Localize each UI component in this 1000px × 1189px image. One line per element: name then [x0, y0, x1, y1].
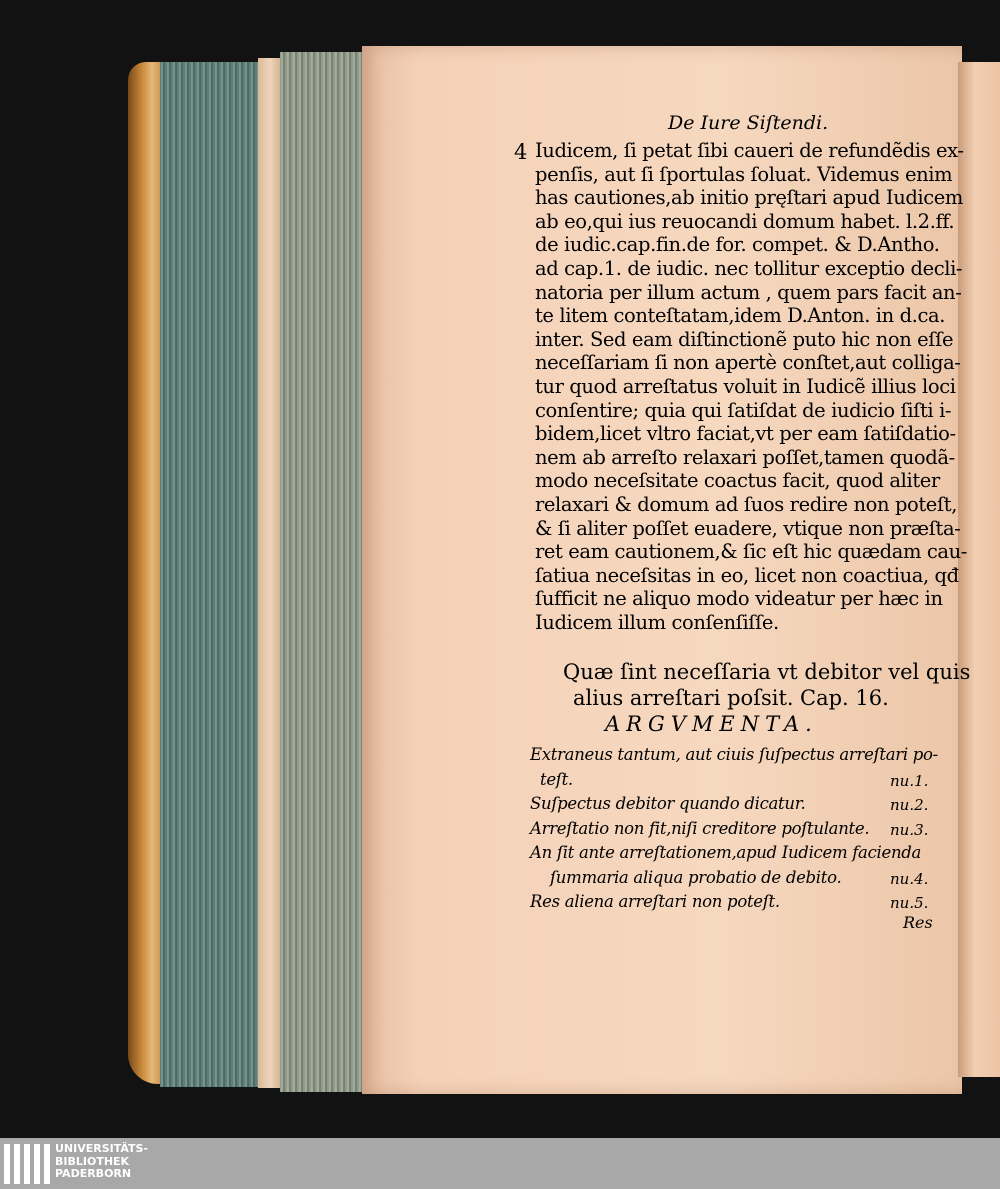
argument-text: Res aliena arreſtari non poteſt. [530, 892, 780, 911]
text-line: relaxari & domum ad ſuos redire non poteſt, [535, 493, 957, 516]
text-line: & ſi aliter poſſet euadere, vtique non præſta- [535, 516, 961, 540]
item-number: 4 [514, 140, 528, 164]
argumenta-title: ARGVMENTA. [605, 712, 818, 736]
text-line: ſatiua neceſsitas in eo, licet non coactiua, qđ [535, 563, 959, 587]
argument-text: An ſit ante arreſtationem,apud Iudicem facienda [530, 843, 922, 862]
text-line: ab eo,qui ius reuocandi domum habet. l.2.ff. [535, 209, 955, 233]
chapter-label: Cap. 16. [800, 686, 889, 710]
facing-page-edge [958, 62, 1000, 1077]
chapter-heading: alius arreſtari poſsit. [573, 686, 794, 710]
argument-text: Suſpectus debitor quando dicatur. [530, 794, 806, 813]
text-line: penſis, aut ſi ſportulas ſoluat. Videmus enim [535, 162, 953, 186]
text-line: Iudicem, ſi petat ſibi caueri de refundẽdis ex- [535, 139, 964, 162]
text-line: ret eam cautionem,& ſic eſt hic quædam cau- [535, 540, 967, 564]
page-block-edge [160, 62, 260, 1087]
text-line: tur quod arreſtatus voluit in Iudicẽ illius loci [535, 375, 956, 398]
text-line: inter. Sed eam diſtinctionẽ puto hic non eſſe [535, 327, 954, 351]
text-line: ſufficit ne aliquo modo videatur per hæc in [535, 587, 943, 611]
text-line: has cautiones,ab initio pręſtari apud Iudicem [535, 186, 964, 210]
argument-text: Arreſtatio non fit,niſi creditore poſtulante. [530, 818, 870, 838]
library-logo-icon [4, 1144, 50, 1184]
argument-text: Extraneus tantum, aut ciuis ſuſpectus arreſtari po- [530, 745, 938, 764]
text-line: te litem conteſtatam,idem D.Anton. in d.ca. [535, 304, 946, 328]
argument-text: teſt. [540, 769, 573, 789]
text-line: bidem,licet vltro faciat,vt per eam ſatiſdatio- [535, 422, 956, 446]
argument-number: nu.3. [890, 820, 929, 839]
text-line: natoria per illum actum , quem pars facit an- [535, 280, 962, 304]
argument-number: nu.1. [890, 771, 929, 790]
text-line: nem ab arreſto relaxari poſſet,tamen quodã- [535, 445, 955, 469]
library-footer [0, 1138, 1000, 1189]
library-name: UNIVERSITÄTS- BIBLIOTHEK PADERBORN [55, 1142, 149, 1180]
text-line: modo neceſsitate coactus facit, quod aliter [535, 469, 940, 493]
text-line: de iudic.cap.fin.de for. compet. & D.Antho. [535, 233, 940, 257]
argument-number: nu.5. [890, 894, 929, 912]
text-line: Iudicem illum conſenſiſſe. [535, 611, 779, 634]
page-block-edge [280, 52, 368, 1092]
text-line: ad cap.1. de iudic. nec tollitur exceptio decli- [535, 257, 963, 280]
text-line: neceſſariam ſi non apertè conſtet,aut colliga- [535, 351, 961, 375]
argument-number: nu.4. [890, 869, 929, 888]
page-block-edge [258, 58, 282, 1088]
argument-number: nu.2. [890, 796, 929, 814]
argument-text: ſummaria aliqua probatio de debito. [550, 867, 842, 887]
catchword: Res [903, 913, 933, 932]
running-head: De Iure Siſtendi. [668, 112, 829, 134]
chapter-heading: Quæ ſint neceſſaria vt debitor vel quis [563, 660, 971, 684]
text-line: conſentire; quia qui ſatiſdat de iudicio ſiſti i- [535, 398, 952, 422]
